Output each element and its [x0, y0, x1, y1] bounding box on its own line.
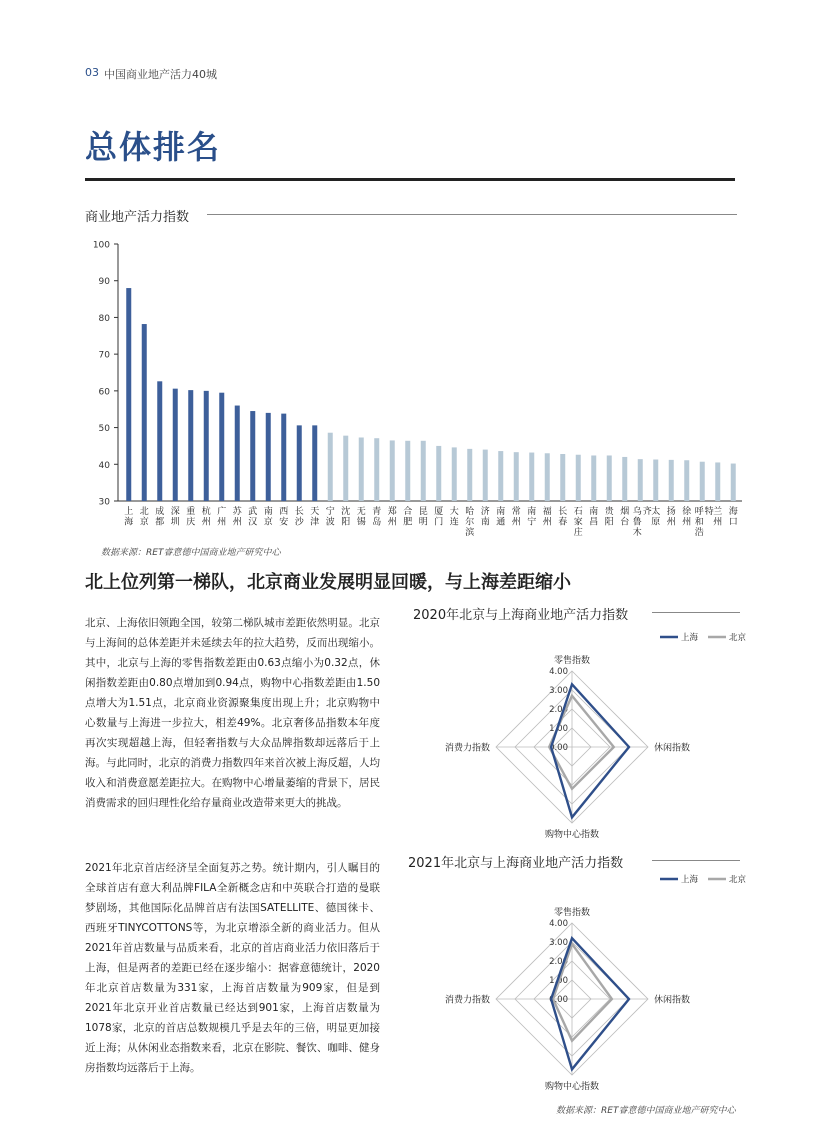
x-tick-label: 呼	[694, 507, 704, 517]
y-tick-label: 60	[98, 387, 110, 398]
x-tick-label: 徐	[682, 507, 692, 517]
radar-2020-title: 2020年北京与上海商业地产活力指数	[413, 608, 629, 623]
radar-2021-rule	[652, 860, 740, 861]
bar	[126, 288, 131, 501]
x-tick-label: 南	[480, 517, 490, 528]
radar-axis-label: 消费力指数	[444, 743, 490, 754]
x-tick-label: 无	[356, 507, 366, 517]
bar	[204, 391, 209, 501]
x-tick-label: 肥	[403, 517, 413, 528]
bar	[281, 414, 286, 501]
x-tick-label: 昆	[418, 507, 428, 517]
x-tick-label: 阳	[604, 517, 614, 528]
x-tick-label: 长	[558, 507, 568, 517]
legend-label: 上海	[681, 875, 699, 885]
x-tick-label: 福	[542, 507, 552, 517]
radar-tick-label: 4.00	[549, 919, 568, 929]
x-tick-label: 州	[511, 517, 521, 528]
bar	[684, 460, 689, 501]
x-tick-label: 郑	[387, 507, 397, 517]
bar	[607, 455, 612, 501]
x-tick-label: 武	[248, 507, 258, 517]
x-tick-label: 明	[418, 517, 428, 528]
x-tick-label: 石	[573, 507, 583, 517]
radar-axis-label: 休闲指数	[654, 743, 691, 754]
x-tick-label: 南	[589, 507, 599, 517]
x-tick-label: 津	[310, 517, 320, 528]
bar	[700, 462, 705, 501]
footer-source: 数据来源：RET睿意德中国商业地产研究中心	[556, 1106, 736, 1116]
x-tick-label: 台	[620, 517, 630, 528]
legend-label: 北京	[729, 875, 747, 885]
x-tick-label: 南	[496, 507, 506, 517]
y-tick-label: 30	[98, 497, 110, 508]
bar	[498, 451, 503, 501]
radar-2020-rule	[652, 612, 740, 613]
x-tick-label: 阳	[341, 517, 351, 528]
x-tick-label: 州	[232, 517, 242, 528]
x-tick-label: 沙	[294, 517, 304, 528]
radar-tick-label: 0.00	[549, 743, 568, 753]
radar-tick-label: 1.00	[549, 976, 568, 986]
paragraph-2: 2021年北京首店经济呈全面复苏之势。统计期内，引人瞩目的全球首店有意大利品牌FILA全新概念店和中英联合打造的曼联梦剧场，其他国际化品牌首店有法国SATELLITE、德国徕卡、西班牙TINYCOTTONS等，为北京增添全新的商业活力。但从2021年首店数量与品质来看，北京的首店商业活力依旧落后于上海，但是两者的差距已经在逐步缩小：据睿意德统计，2020年北京首店数量为331家，上海首店数量为909家，但是到2021年北京开业首店数量已经达到901家，上海首店数量为1078家，北京的首店总数规模几乎是去年的三倍，明显更加接近上海；从休闲业态指数来看，北京在影院、餐饮、咖啡、健身房指数均远落后于上海。	[85, 862, 380, 1074]
x-tick-label: 成	[155, 507, 165, 517]
x-tick-label: 都	[155, 517, 165, 528]
x-tick-label: 滨	[465, 528, 475, 538]
radar-axis-label: 零售指数	[553, 656, 591, 666]
radar-axis-label: 购物中心指数	[544, 1082, 600, 1092]
x-tick-label: 波	[325, 517, 335, 528]
x-tick-label: 天	[310, 507, 320, 517]
x-tick-label: 州	[387, 517, 397, 528]
page-title: 总体排名	[85, 128, 222, 166]
report-title: 中国商业地产活力40城	[104, 68, 217, 81]
x-tick-label: 安	[279, 517, 289, 528]
bar	[297, 425, 302, 501]
x-tick-label: 贵	[604, 507, 614, 517]
bar	[576, 455, 581, 501]
bar	[421, 441, 426, 501]
y-tick-label: 100	[92, 240, 110, 251]
bar	[622, 457, 627, 501]
y-tick-label: 70	[98, 350, 110, 361]
y-tick-label: 40	[98, 460, 110, 471]
x-tick-label: 常	[511, 507, 521, 517]
x-tick-label: 木	[632, 528, 642, 538]
y-tick-label: 90	[98, 277, 110, 288]
radar-tick-label: 2.00	[549, 705, 568, 715]
radar-tick-label: 3.00	[549, 938, 568, 948]
bar	[669, 460, 674, 501]
x-tick-label: 深	[170, 507, 180, 517]
y-tick-label: 80	[98, 313, 110, 324]
x-tick-label: 门	[434, 517, 444, 528]
y-tick-label: 50	[98, 424, 110, 435]
x-tick-label: 庄	[573, 528, 583, 538]
bar	[343, 436, 348, 501]
x-tick-label: 南	[527, 507, 537, 517]
x-tick-label: 长	[294, 507, 304, 517]
x-tick-label: 州	[542, 517, 552, 528]
x-tick-label: 海	[124, 517, 134, 528]
bar	[266, 413, 271, 501]
bar-chart-label-rule	[207, 214, 737, 215]
x-tick-label: 尔	[465, 517, 475, 528]
bar	[405, 441, 410, 501]
x-tick-label: 合	[403, 507, 413, 517]
x-tick-label: 西	[279, 507, 289, 517]
radar-tick-label: 3.00	[549, 686, 568, 696]
x-tick-label: 大	[449, 507, 459, 517]
x-tick-label: 州	[713, 517, 723, 528]
x-tick-label: 扬	[666, 507, 676, 517]
x-tick-label: 昌	[589, 517, 599, 528]
bar	[638, 459, 643, 501]
x-tick-label: 圳	[170, 517, 180, 528]
bar	[545, 453, 550, 501]
bar-chart-source: 数据来源：RET睿意德中国商业地产研究中心	[101, 548, 281, 558]
x-tick-label: 州	[682, 517, 692, 528]
radar-2021-title: 2021年北京与上海商业地产活力指数	[408, 856, 624, 871]
radar-axis-label: 休闲指数	[654, 995, 691, 1006]
x-tick-label: 锡	[356, 517, 366, 528]
x-tick-label: 海	[728, 507, 738, 517]
legend-label: 上海	[681, 633, 699, 643]
page-number: 03	[85, 66, 99, 79]
bar	[219, 393, 224, 501]
bar	[390, 440, 395, 501]
bar-chart-label: 商业地产活力指数	[85, 210, 190, 225]
x-tick-label: 庆	[186, 517, 196, 528]
x-tick-label: 和	[694, 517, 704, 528]
bar	[250, 411, 255, 501]
radar-2021-chart	[420, 866, 760, 1096]
bar	[173, 389, 178, 501]
bar	[374, 438, 379, 501]
bar	[157, 381, 162, 501]
bar	[452, 447, 457, 501]
x-tick-label: 岛	[372, 517, 382, 528]
x-tick-label: 北	[139, 507, 149, 517]
x-tick-label: 州	[217, 517, 227, 528]
x-tick-label: 苏	[232, 507, 242, 517]
bar	[142, 324, 147, 501]
x-tick-label: 州	[201, 517, 211, 528]
radar-tick-label: 0.00	[549, 995, 568, 1005]
bar	[514, 452, 519, 501]
bar	[483, 450, 488, 501]
x-tick-label: 州	[666, 517, 676, 528]
x-tick-label: 济	[480, 507, 490, 517]
bar	[312, 425, 317, 501]
x-tick-label: 汉	[248, 517, 258, 528]
radar-axis-label: 购物中心指数	[544, 830, 600, 840]
bar	[560, 454, 565, 501]
x-tick-label: 烟	[620, 507, 630, 517]
x-tick-label: 乌	[632, 507, 642, 517]
x-tick-label: 南	[263, 507, 273, 517]
x-tick-label: 原	[651, 517, 661, 528]
bar	[731, 464, 736, 501]
radar-tick-label: 1.00	[549, 724, 568, 734]
section-heading: 北上位列第一梯队，北京商业发展明显回暖，与上海差距缩小	[85, 572, 571, 593]
bar	[715, 462, 720, 501]
x-tick-label: 上	[124, 507, 134, 517]
x-tick-label: 特	[704, 507, 714, 517]
radar-axis-label: 零售指数	[553, 908, 591, 918]
paragraph-1: 北京、上海依旧领跑全国，较第二梯队城市差距依然明显。北京与上海间的总体差距并未延续去年的拉大趋势，反而出现缩小。其中，北京与上海的零售指数差距由0.63点缩小为0.32点，休闲指数差距由0.80点增加到0.94点，购物中心指数差距由1.50点增大为1.51点，北京商业资源聚集度出现上升；北京购物中心数量与上海进一步拉大，相差49%。北京奢侈品指数本年度再次实现超越上海，但轻奢指数与大众品牌指数却远落后于上海。与此同时，北京的消费力指数四年来首次被上海反超，人均收入和消费意愿差距拉大。在购物中心增量萎缩的背景下，居民消费需求的回归理性化给存量商业改造带来更大的挑战。	[85, 617, 380, 809]
bar	[529, 453, 534, 501]
x-tick-label: 杭	[201, 507, 211, 517]
bar	[467, 449, 472, 501]
x-tick-label: 广	[217, 507, 227, 517]
x-tick-label: 京	[263, 517, 273, 528]
x-tick-label: 连	[449, 517, 459, 528]
x-tick-label: 厦	[434, 507, 444, 517]
x-tick-label: 宁	[325, 507, 335, 517]
legend-label: 北京	[729, 633, 747, 643]
radar-axis-label: 消费力指数	[444, 995, 490, 1006]
bar-chart	[0, 230, 816, 550]
x-tick-label: 浩	[694, 528, 704, 538]
bar	[653, 460, 658, 501]
title-divider	[85, 178, 735, 181]
x-tick-label: 青	[372, 507, 382, 517]
x-tick-label: 宁	[527, 517, 537, 528]
x-tick-label: 家	[573, 517, 583, 528]
x-tick-label: 重	[186, 507, 196, 517]
x-tick-label: 春	[558, 517, 568, 528]
bar	[359, 437, 364, 501]
bar	[188, 390, 193, 501]
x-tick-label: 鲁	[632, 517, 642, 528]
x-tick-label: 兰	[713, 507, 723, 517]
radar-tick-label: 2.00	[549, 957, 568, 967]
x-tick-label: 沈	[341, 507, 351, 517]
x-tick-label: 齐	[642, 507, 652, 517]
bar	[235, 406, 240, 501]
x-tick-label: 通	[496, 517, 506, 528]
bar	[591, 455, 596, 501]
x-tick-label: 哈	[465, 507, 475, 517]
bar	[436, 446, 441, 501]
radar-2020-chart	[420, 625, 760, 845]
radar-tick-label: 4.00	[549, 667, 568, 677]
bar	[328, 433, 333, 501]
x-tick-label: 口	[728, 517, 738, 528]
x-tick-label: 太	[651, 507, 661, 517]
x-tick-label: 京	[139, 517, 149, 528]
